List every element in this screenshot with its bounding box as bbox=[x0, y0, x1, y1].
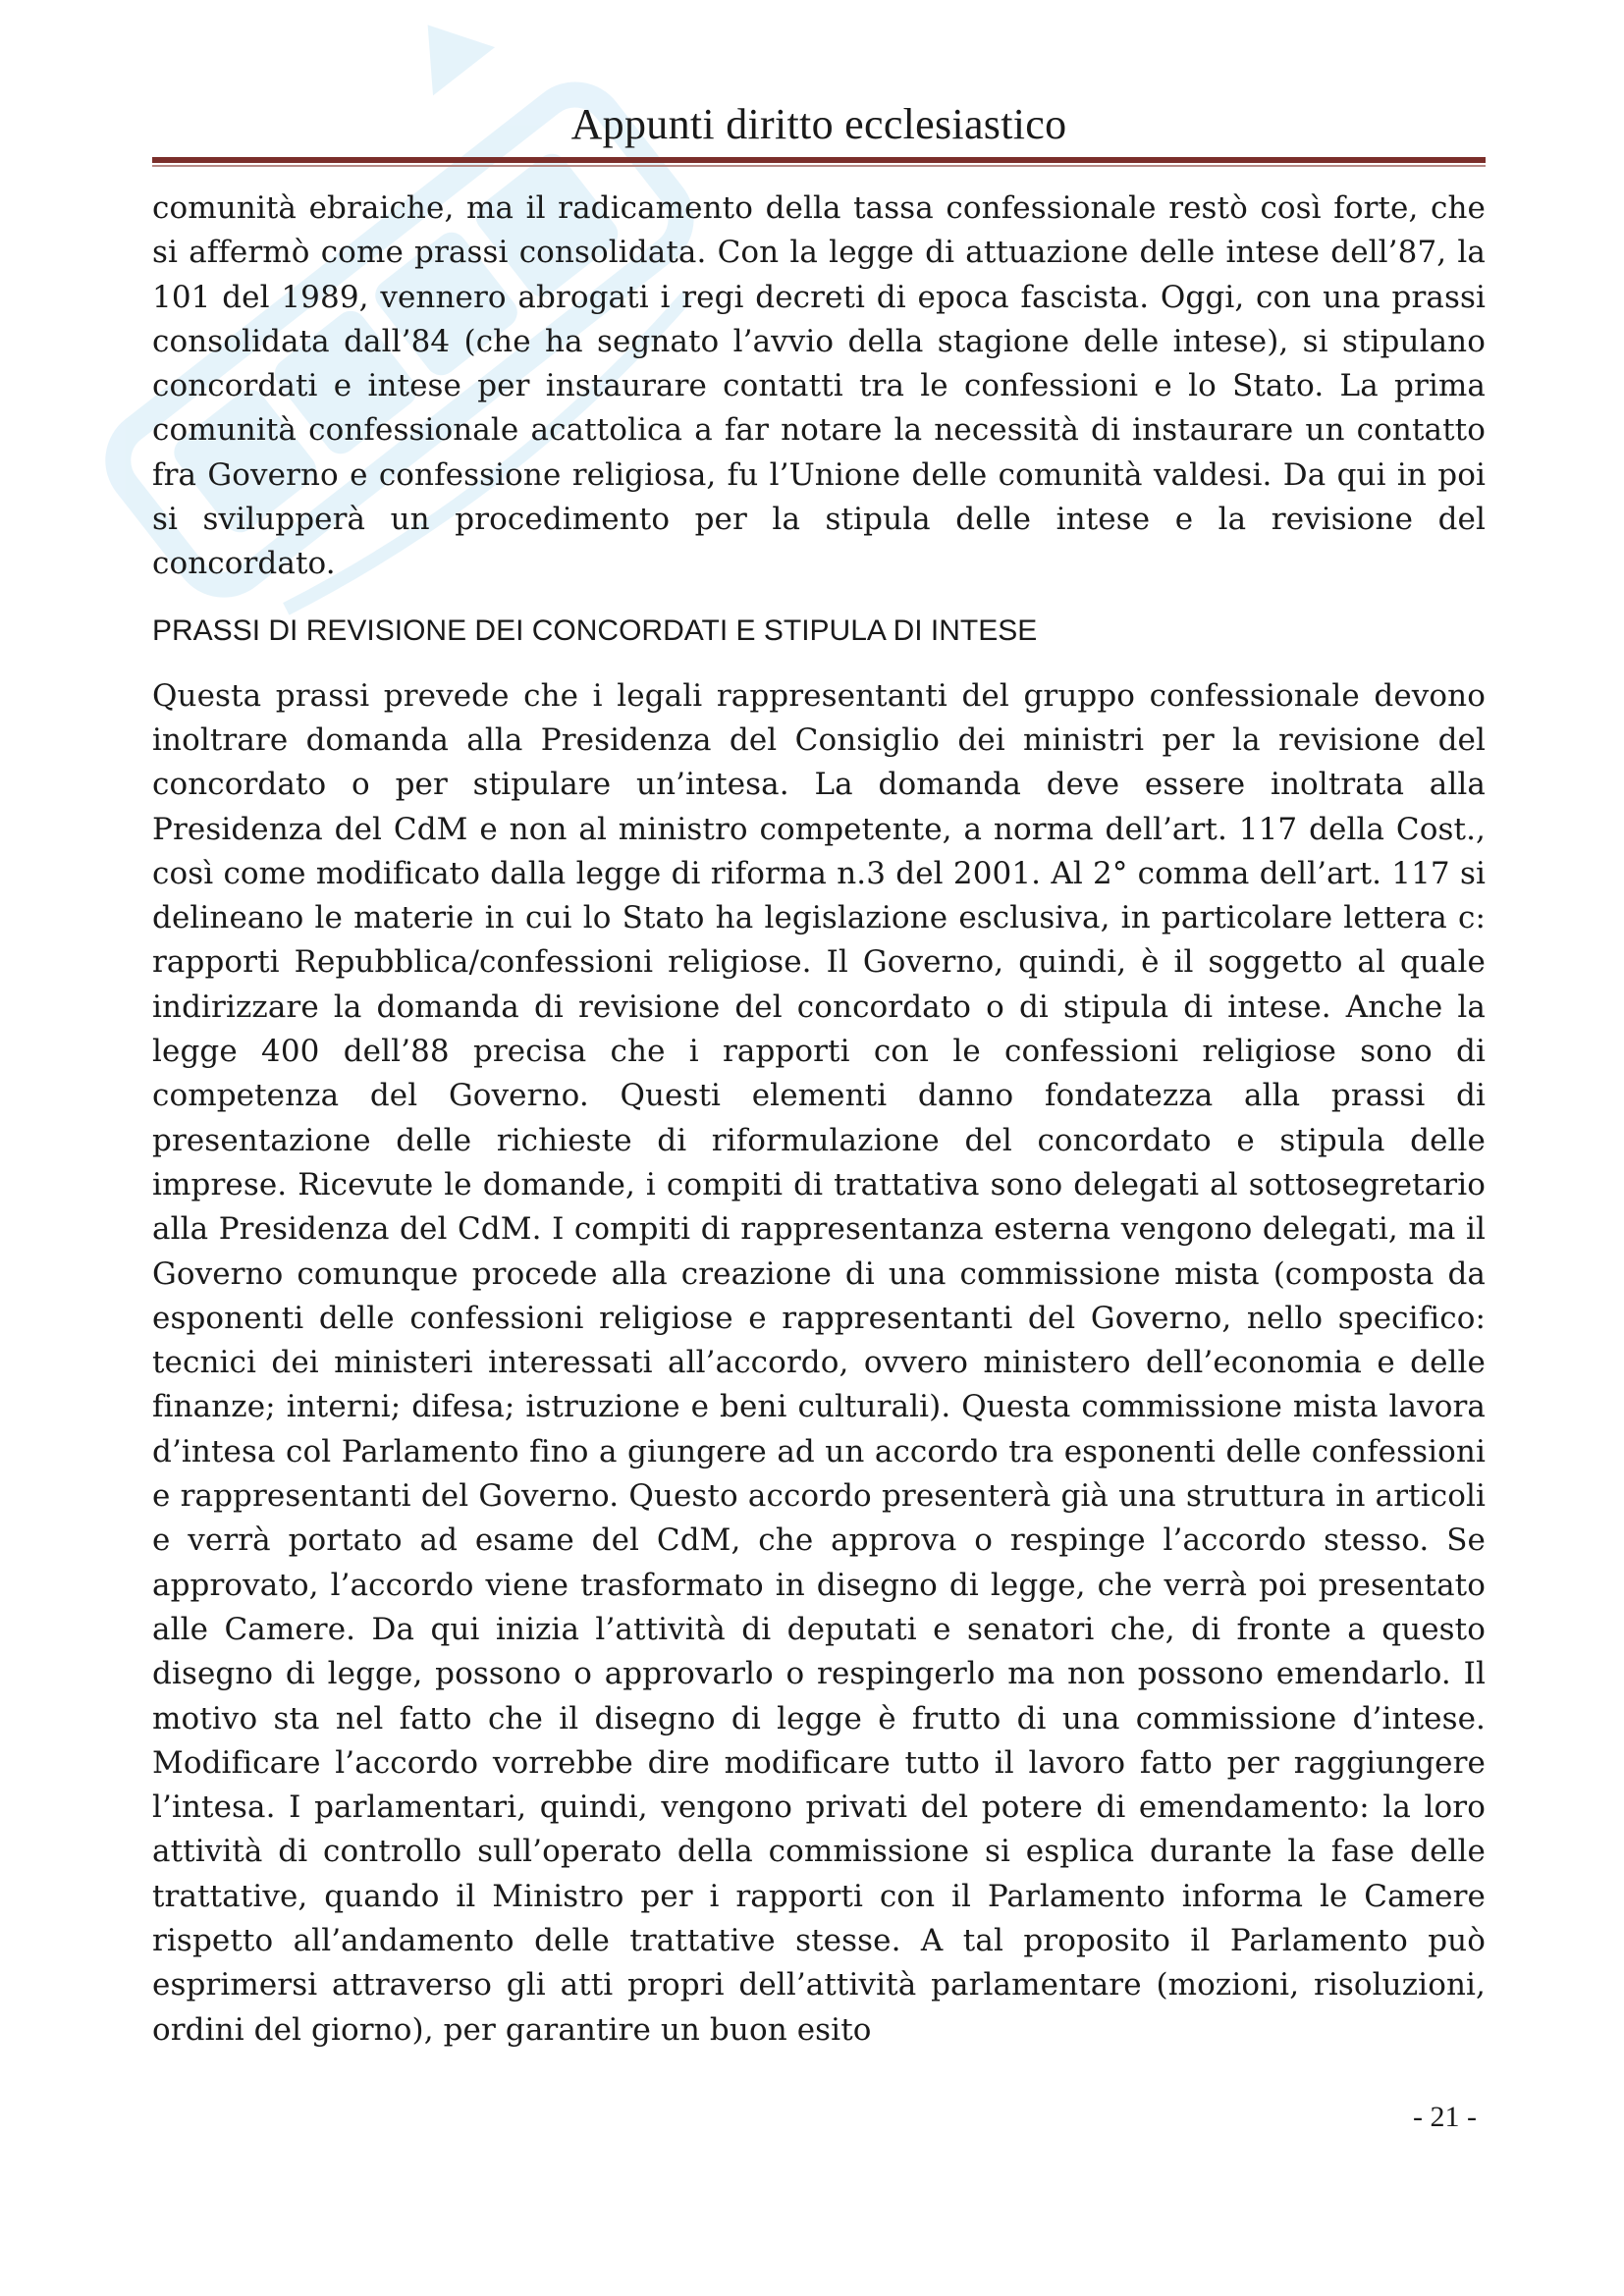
page-body bbox=[152, 187, 1486, 2053]
header-rule-thin bbox=[152, 165, 1486, 167]
header-rule-thick bbox=[152, 157, 1486, 163]
document-title: Appunti diritto ecclesiastico bbox=[570, 100, 1067, 148]
body-paragraph-2: Questa prassi prevede che i legali rappresentanti del gruppo confessionale devono inoltrare domanda alla Presidenza del Consiglio dei ministri per la revisione del concordato o per stipulare un’intesa. La domanda deve essere inoltrata alla Presidenza del CdM e non al ministro competente, a norma dell’art. 117 della Cost., così come modificato dalla legge di riforma n.3 del 2001. Al 2° comma dell’art. 117 si delineano le materie in cui lo Stato ha legislazione esclusiva, in particolare lettera c: rapporti Repubblica/confessioni religiose. Il Governo, quindi, è il soggetto al quale indirizzare la domanda di revisione del concordato o di stipula di intese. Anche la legge 400 dell’88 precisa che i rapporti con le confessioni religiose sono di competenza del Governo. Questi elementi danno fondatezza alla prassi di presentazione delle richieste di riformulazione del concordato e stipula delle imprese. Ricevute le domande, i compiti di trattativa sono delegati al sottosegretario alla Presidenza del CdM. I compiti di rappresentanza esterna vengono delegati, ma il Governo comunque procede alla creazione di una commissione mista (composta da esponenti delle confessioni religiose e rappresentanti del Governo, nello specifico: tecnici dei ministeri interessati all’accordo, ovvero ministero dell’economia e delle finanze; interni; difesa; istruzione e beni culturali). Questa commissione mista lavora d’intesa col Parlamento fino a giungere ad un accordo tra esponenti delle confessioni e rappresentanti del Governo. Questo accordo presenterà già una struttura in articoli e verrà portato ad esame del CdM, che approva o respinge l’accordo stesso. Se approvato, l’accordo viene trasformato in disegno di legge, che verrà poi presentato alle Camere. Da qui inizia l’attività di deputati e senatori che, di fronte a questo disegno di legge, possono o approvarlo o respingerlo ma non possono emendarlo. Il motivo sta nel fatto che il disegno di legge è frutto di una commissione d’intese. Modificare l’accordo vorrebbe dire modificare tutto il lavoro fatto per raggiungere l’intesa. I parlamentari, quindi, vengono privati del potere di emendamento: la loro attività di controllo sull’operato della commissione si esplica durante la fase delle trattative, quando il Ministro per i rapporti con il Parlamento informa le Camere rispetto all’andamento delle trattative stesse. A tal proposito il Parlamento può esprimersi attraverso gli atti propri dell’attività parlamentare (mozioni, risoluzioni, ordini del giorno), per garantire un buon esito bbox=[152, 677, 1486, 2048]
page-number: - 21 - bbox=[1413, 2101, 1477, 2133]
body-paragraph-1: comunità ebraiche, ma il radicamento della tassa confessionale restò così forte, che si affermò come prassi consolidata. Con la legge di attuazione delle intese dell’87, la 101 del 1989, vennero abrogati i regi decreti di epoca fascista. Oggi, con una prassi consolidata dall’84 (che ha segnato l’avvio della stagione delle intese), si stipulano concordati e intese per instaurare contatti tra le confessioni e lo Stato. La prima comunità confessionale acattolica a far notare la necessità di instaurare un contatto fra Governo e confessione religiosa, fu l’Unione delle comunità valdesi. Da qui in poi si svilupperà un procedimento per la stipula delle intese e la revisione del concordato. bbox=[152, 190, 1486, 582]
page-header bbox=[152, 94, 1486, 155]
section-heading: PRASSI DI REVISIONE DEI CONCORDATI E STIPULA DI INTESE bbox=[152, 614, 1038, 647]
